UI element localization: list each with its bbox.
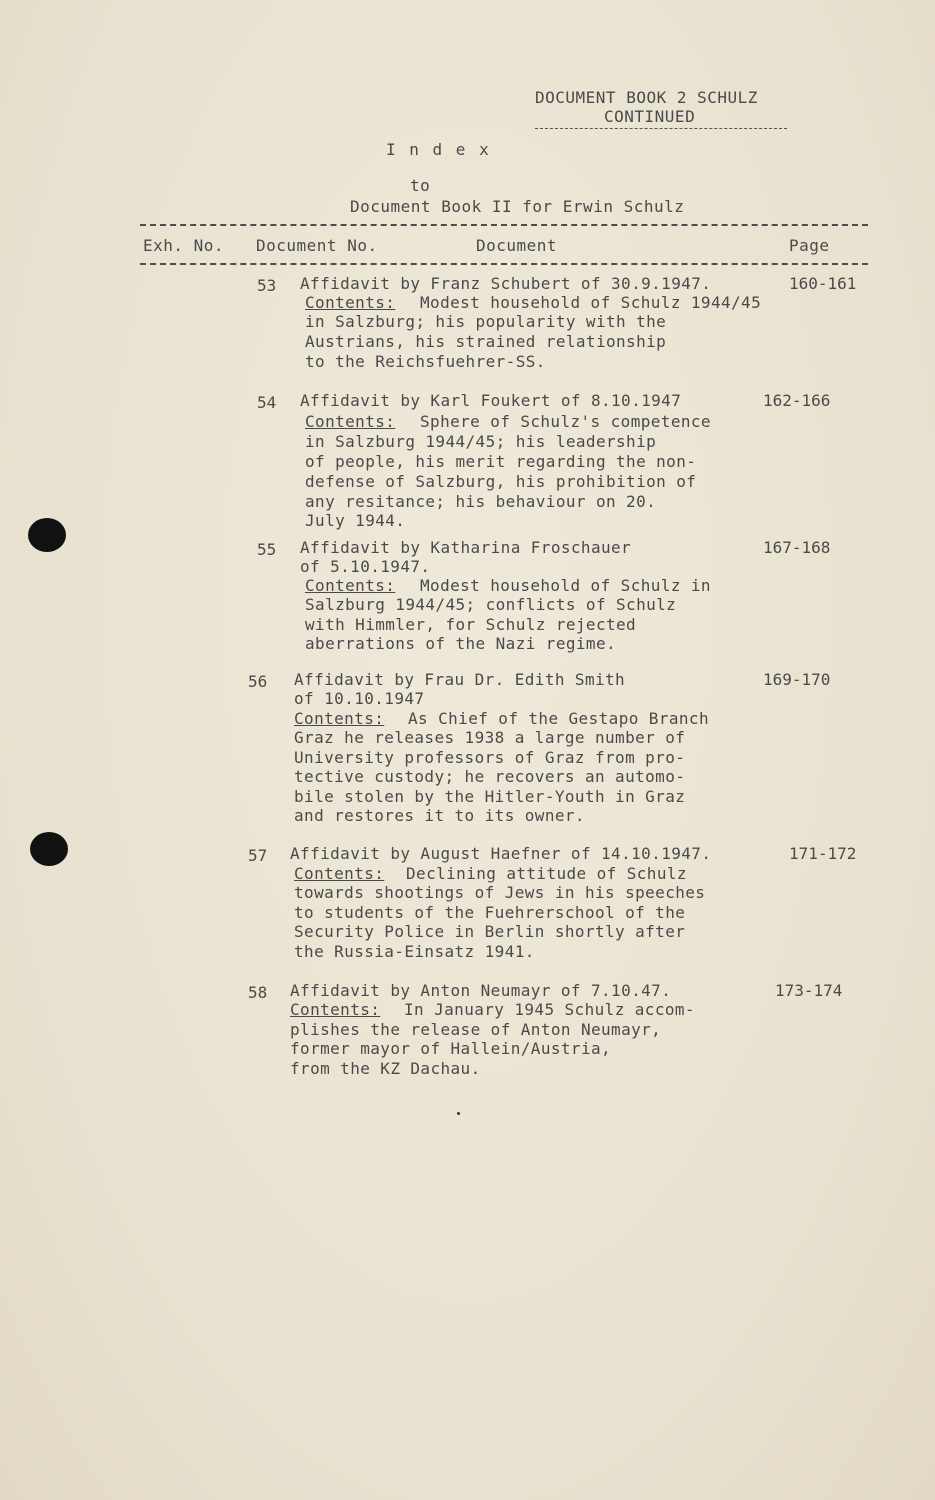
continued-label: CONTINUED bbox=[604, 107, 696, 126]
entry-number: 55 bbox=[257, 540, 277, 559]
entry-line: towards shootings of Jews in his speeches bbox=[294, 883, 706, 902]
entry-line: Declining attitude of Schulz bbox=[406, 864, 687, 883]
index-title: I n d e x bbox=[386, 140, 491, 159]
entry-line: tective custody; he recovers an automo- bbox=[294, 767, 686, 786]
header-underline bbox=[535, 128, 787, 129]
entry-title: Affidavit by August Haefner of 14.10.1947. bbox=[290, 844, 712, 863]
entry-line: to the Reichsfuehrer-SS. bbox=[305, 352, 546, 371]
entry-line: former mayor of Hallein/Austria, bbox=[290, 1039, 612, 1058]
rule-bottom bbox=[140, 263, 868, 265]
contents-label: Contents: bbox=[305, 576, 396, 595]
entry-pages: 167-168 bbox=[763, 538, 831, 557]
col-page: Page bbox=[789, 236, 830, 255]
entry-line: Austrians, his strained relationship bbox=[305, 332, 667, 351]
entry-line: July 1944. bbox=[305, 511, 406, 530]
book-title: DOCUMENT BOOK 2 SCHULZ bbox=[535, 88, 758, 107]
entry-title: Affidavit by Franz Schubert of 30.9.1947. bbox=[300, 274, 712, 293]
entry-line: Modest household of Schulz 1944/45 bbox=[420, 293, 762, 312]
index-to: to bbox=[410, 176, 431, 195]
entry-line: in Salzburg; his popularity with the bbox=[305, 312, 667, 331]
entry-line: plishes the release of Anton Neumayr, bbox=[290, 1020, 662, 1039]
entry-title: Affidavit by Anton Neumayr of 7.10.47. bbox=[290, 981, 672, 1000]
entry-number: 56 bbox=[248, 672, 268, 691]
entry-pages: 162-166 bbox=[763, 391, 831, 410]
entry-line: and restores it to its owner. bbox=[294, 806, 585, 825]
contents-label: Contents: bbox=[294, 864, 385, 883]
entry-number: 54 bbox=[257, 393, 277, 412]
col-exh-no: Exh. No. bbox=[143, 236, 225, 255]
index-subtitle: Document Book II for Erwin Schulz bbox=[350, 197, 685, 216]
paper-speck bbox=[457, 1112, 460, 1115]
entry-number: 58 bbox=[248, 983, 268, 1002]
entry-number: 57 bbox=[248, 846, 268, 865]
entry-line: Modest household of Schulz in bbox=[420, 576, 711, 595]
col-document: Document bbox=[476, 236, 558, 255]
contents-label: Contents: bbox=[305, 293, 396, 312]
entry-line: University professors of Graz from pro- bbox=[294, 748, 686, 767]
col-doc-no: Document No. bbox=[256, 236, 378, 255]
entry-line: with Himmler, for Schulz rejected bbox=[305, 615, 637, 634]
entry-pages: 160-161 bbox=[789, 274, 857, 293]
entry-line: any resitance; his behaviour on 20. bbox=[305, 492, 657, 511]
entry-line: the Russia-Einsatz 1941. bbox=[294, 942, 535, 961]
entry-line: defense of Salzburg, his prohibition of bbox=[305, 472, 697, 491]
entry-title: Affidavit by Karl Foukert of 8.10.1947 bbox=[300, 391, 682, 410]
entry-line: aberrations of the Nazi regime. bbox=[305, 634, 617, 653]
entry-pages: 169-170 bbox=[763, 670, 831, 689]
entry-pages: 171-172 bbox=[789, 844, 857, 863]
entry-line: to students of the Fuehrerschool of the bbox=[294, 903, 686, 922]
contents-label: Contents: bbox=[290, 1000, 381, 1019]
entry-line: Security Police in Berlin shortly after bbox=[294, 922, 686, 941]
entry-line: from the KZ Dachau. bbox=[290, 1059, 481, 1078]
entry-line: Sphere of Schulz's competence bbox=[420, 412, 711, 431]
entry-pages: 173-174 bbox=[775, 981, 843, 1000]
entry-line: in Salzburg 1944/45; his leadership bbox=[305, 432, 657, 451]
contents-label: Contents: bbox=[305, 412, 396, 431]
entry-line: bile stolen by the Hitler-Youth in Graz bbox=[294, 787, 686, 806]
punch-hole-bottom bbox=[30, 832, 68, 866]
rule-top bbox=[140, 224, 868, 226]
entry-line: of people, his merit regarding the non- bbox=[305, 452, 697, 471]
entry-title-continued: of 10.10.1947 bbox=[294, 689, 425, 708]
entry-line: Graz he releases 1938 a large number of bbox=[294, 728, 686, 747]
entry-line: As Chief of the Gestapo Branch bbox=[408, 709, 709, 728]
entry-title: Affidavit by Katharina Froschauer bbox=[300, 538, 632, 557]
entry-line: In January 1945 Schulz accom- bbox=[404, 1000, 695, 1019]
entry-title: Affidavit by Frau Dr. Edith Smith bbox=[294, 670, 626, 689]
contents-label: Contents: bbox=[294, 709, 385, 728]
entry-title-continued: of 5.10.1947. bbox=[300, 557, 431, 576]
entry-number: 53 bbox=[257, 276, 277, 295]
entry-line: Salzburg 1944/45; conflicts of Schulz bbox=[305, 595, 677, 614]
punch-hole-top bbox=[28, 518, 66, 552]
